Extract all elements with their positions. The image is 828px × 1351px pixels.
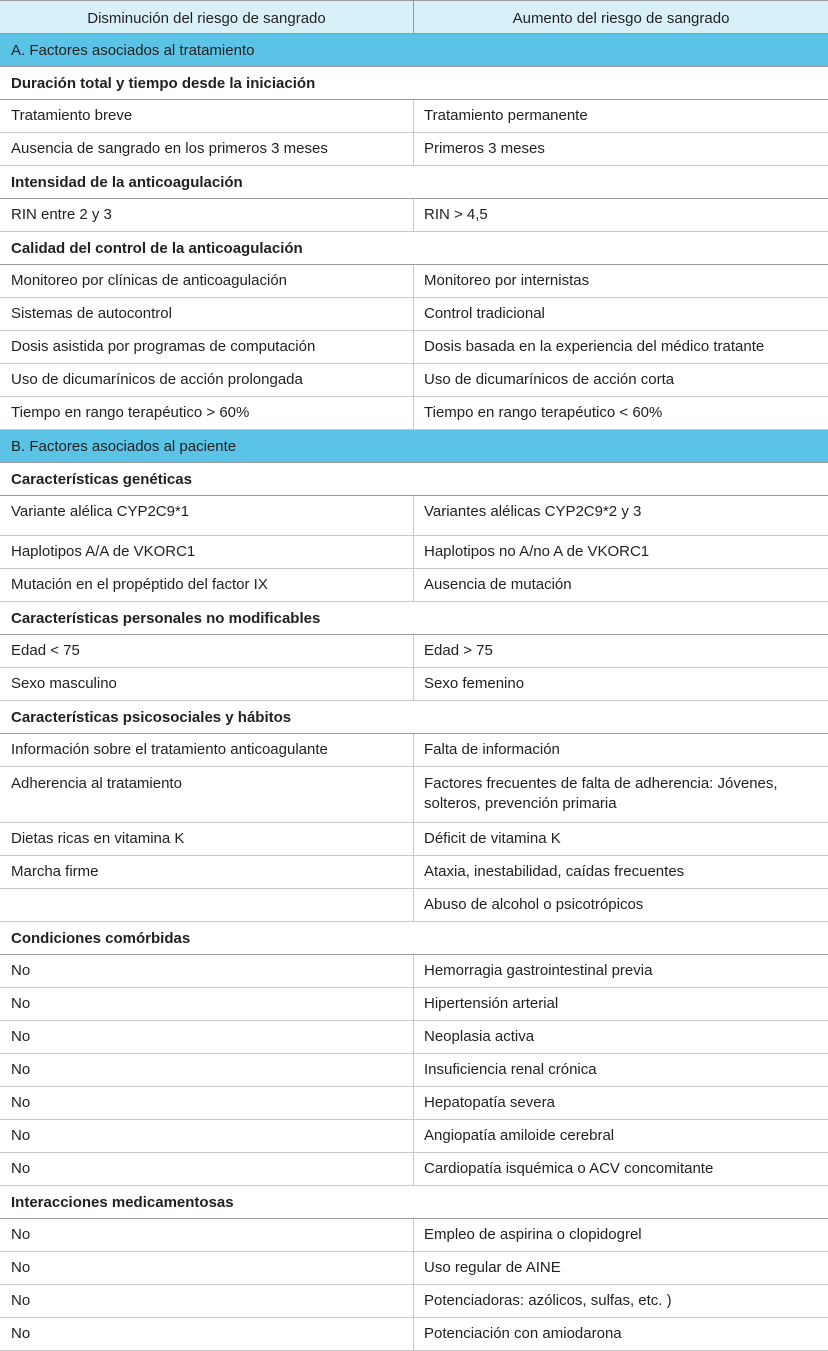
table-row [0, 635, 828, 668]
table-row [0, 364, 828, 397]
increase-risk-cell: Primeros 3 meses [413, 133, 828, 165]
group-title: Características psicosociales y hábitos [11, 709, 292, 726]
decrease-risk-cell: No [11, 1160, 31, 1177]
decrease-risk-cell: Tratamiento breve [11, 107, 133, 124]
table-row [0, 1219, 828, 1252]
table-body [0, 34, 828, 1351]
increase-risk-cell: Uso de dicumarínicos de acción corta [413, 364, 828, 396]
increase-risk-cell: Hemorragia gastrointestinal previa [413, 955, 828, 987]
table-row [0, 889, 828, 922]
decrease-risk-cell: No [11, 1259, 31, 1276]
table-row [0, 1318, 828, 1351]
increase-risk-cell: Déficit de vitamina K [413, 823, 828, 855]
decrease-risk-cell: Variante alélica CYP2C9*1 [11, 503, 190, 520]
decrease-risk-cell: No [11, 1061, 31, 1078]
table-row [0, 823, 828, 856]
decrease-risk-cell: Tiempo en rango terapéutico > 60% [11, 404, 250, 421]
group-row [0, 232, 828, 265]
table-row [0, 955, 828, 988]
table-row [0, 298, 828, 331]
increase-risk-cell: Angiopatía amiloide cerebral [413, 1120, 828, 1152]
increase-risk-cell: Monitoreo por internistas [413, 265, 828, 297]
increase-risk-cell: Ataxia, inestabilidad, caídas frecuentes [413, 856, 828, 888]
decrease-risk-cell: No [11, 1028, 31, 1045]
table-row [0, 1252, 828, 1285]
decrease-risk-cell: No [11, 1226, 31, 1243]
increase-risk-cell: Uso regular de AINE [413, 1252, 828, 1284]
increase-risk-cell: Ausencia de mutación [413, 569, 828, 601]
group-row [0, 67, 828, 100]
increase-risk-cell: Edad > 75 [413, 635, 828, 667]
group-row [0, 1186, 828, 1219]
increase-risk-cell: Cardiopatía isquémica o ACV concomitante [413, 1153, 828, 1185]
increase-risk-cell: Insuficiencia renal crónica [413, 1054, 828, 1086]
table-row [0, 856, 828, 889]
table-row [0, 1285, 828, 1318]
decrease-risk-cell: Mutación en el propéptido del factor IX [11, 576, 268, 593]
table-row [0, 767, 828, 823]
table-row [0, 536, 828, 569]
group-row [0, 701, 828, 734]
group-row [0, 922, 828, 955]
decrease-risk-cell: Monitoreo por clínicas de anticoagulación [11, 272, 287, 289]
table-row [0, 100, 828, 133]
decrease-risk-cell [0, 889, 413, 921]
table-row [0, 734, 828, 767]
increase-risk-cell: Falta de información [413, 734, 828, 766]
header-right: Aumento del riesgo de sangrado [413, 1, 828, 33]
decrease-risk-cell: Sexo masculino [11, 675, 117, 692]
decrease-risk-cell: Marcha firme [11, 863, 99, 880]
increase-risk-cell: Hipertensión arterial [413, 988, 828, 1020]
group-title: Características genéticas [11, 471, 192, 488]
section-title: A. Factores asociados al tratamiento [11, 42, 255, 59]
decrease-risk-cell: No [11, 1292, 31, 1309]
group-row [0, 166, 828, 199]
table-row [0, 668, 828, 701]
table-row [0, 496, 828, 536]
header-left: Disminución del riesgo de sangrado [87, 10, 326, 27]
increase-risk-cell: Potenciadoras: azólicos, sulfas, etc. ) [413, 1285, 828, 1317]
group-title: Condiciones comórbidas [11, 930, 191, 947]
section-row [0, 430, 828, 463]
decrease-risk-cell: Información sobre el tratamiento anticoagulante [11, 741, 328, 758]
decrease-risk-cell: Uso de dicumarínicos de acción prolongada [11, 371, 303, 388]
decrease-risk-cell: No [11, 1127, 31, 1144]
table-row [0, 1120, 828, 1153]
decrease-risk-cell: No [11, 1325, 31, 1342]
increase-risk-cell: Neoplasia activa [413, 1021, 828, 1053]
table-row [0, 1054, 828, 1087]
decrease-risk-cell: No [11, 1094, 31, 1111]
table-row [0, 1153, 828, 1186]
table-header [0, 0, 828, 34]
decrease-risk-cell: Dosis asistida por programas de computación [11, 338, 316, 355]
decrease-risk-cell: Adherencia al tratamiento [11, 775, 182, 792]
increase-risk-cell: Tratamiento permanente [413, 100, 828, 132]
group-title: Calidad del control de la anticoagulación [11, 240, 303, 257]
table-row [0, 265, 828, 298]
table-row [0, 1021, 828, 1054]
decrease-risk-cell: Haplotipos A/A de VKORC1 [11, 543, 196, 560]
group-row [0, 463, 828, 496]
table-row [0, 988, 828, 1021]
increase-risk-cell: Dosis basada en la experiencia del médico tratante [413, 331, 828, 363]
table-row [0, 569, 828, 602]
decrease-risk-cell: Dietas ricas en vitamina K [11, 830, 185, 847]
increase-risk-cell: Abuso de alcohol o psicotrópicos [413, 889, 828, 921]
increase-risk-cell: Tiempo en rango terapéutico < 60% [413, 397, 828, 429]
section-row [0, 34, 828, 67]
decrease-risk-cell: No [11, 995, 31, 1012]
increase-risk-cell: RIN > 4,5 [413, 199, 828, 231]
increase-risk-cell: Hepatopatía severa [413, 1087, 828, 1119]
group-row [0, 602, 828, 635]
group-title: Interacciones medicamentosas [11, 1194, 234, 1211]
increase-risk-cell: Haplotipos no A/no A de VKORC1 [413, 536, 828, 568]
decrease-risk-cell: No [11, 962, 31, 979]
increase-risk-cell: Variantes alélicas CYP2C9*2 y 3 [413, 496, 828, 535]
table-row [0, 199, 828, 232]
increase-risk-cell: Factores frecuentes de falta de adherencia: Jóvenes, solteros, prevención primaria [413, 767, 828, 822]
group-title: Intensidad de la anticoagulación [11, 174, 243, 191]
table-row [0, 397, 828, 430]
increase-risk-cell: Empleo de aspirina o clopidogrel [413, 1219, 828, 1251]
increase-risk-cell: Sexo femenino [413, 668, 828, 700]
decrease-risk-cell: Sistemas de autocontrol [11, 305, 172, 322]
group-title: Duración total y tiempo desde la iniciación [11, 75, 316, 92]
increase-risk-cell: Potenciación con amiodarona [413, 1318, 828, 1350]
table-row [0, 331, 828, 364]
decrease-risk-cell: RIN entre 2 y 3 [11, 206, 112, 223]
decrease-risk-cell: Edad < 75 [11, 642, 80, 659]
table-row [0, 133, 828, 166]
increase-risk-cell: Control tradicional [413, 298, 828, 330]
table-row [0, 1087, 828, 1120]
group-title: Características personales no modificables [11, 610, 321, 627]
decrease-risk-cell: Ausencia de sangrado en los primeros 3 meses [11, 140, 328, 157]
section-title: B. Factores asociados al paciente [11, 438, 237, 455]
